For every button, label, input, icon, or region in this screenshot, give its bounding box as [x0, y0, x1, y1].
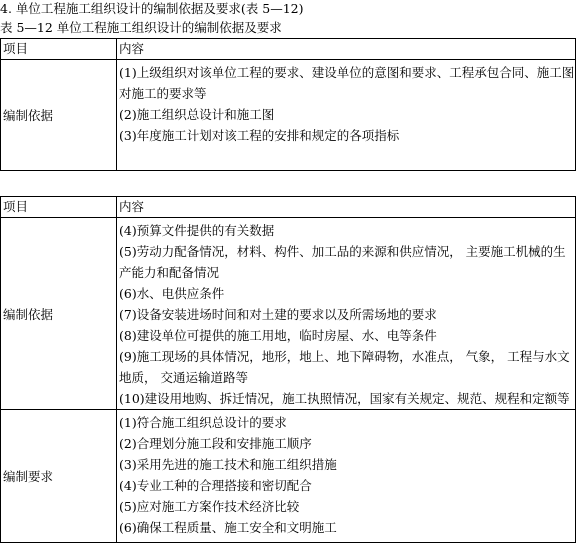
list-item: (3)采用先进的施工技术和施工组织措施: [119, 457, 337, 472]
table-row: [1, 218, 576, 410]
table-row: [1, 410, 576, 543]
row-content: [117, 60, 576, 171]
list-item: (6)确保工程质量、施工安全和文明施工: [119, 520, 337, 535]
list-item: (8)建设单位可提供的施工用地，临时房屋、水、电等条件: [119, 328, 437, 343]
table-caption: 表 5—12 单位工程施工组织设计的编制依据及要求: [0, 20, 282, 35]
list-item: (3)年度施工计划对该工程的安排和规定的各项指标: [119, 128, 400, 143]
table-header-row: [1, 39, 576, 60]
list-item: (1)符合施工组织总设计的要求: [119, 415, 287, 430]
table-header-row: [1, 197, 576, 218]
list-item: (1)上级组织对该单位工程的要求、建设单位的意图和要求、工程承包合同、施工图对施工的要求等: [119, 65, 575, 101]
header-item: 项目: [1, 39, 117, 60]
list-item: (10)建设用地购、拆迁情况，施工执照情况，国家有关规定、规范、规程和定额等: [119, 391, 570, 406]
section-heading: 4. 单位工程施工组织设计的编制依据及要求(表 5—12): [0, 1, 304, 16]
list-item: (2)合理划分施工段和安排施工顺序: [119, 436, 312, 451]
table-row: [1, 60, 576, 171]
table-part-1: [0, 38, 576, 171]
list-item: (6)水、电供应条件: [119, 286, 225, 301]
header-item: 项目: [1, 197, 117, 218]
row-label-requirements: 编制要求: [1, 410, 117, 543]
row-label-basis: 编制依据: [1, 218, 117, 410]
list-item: (7)设备安装进场时间和对土建的要求以及所需场地的要求: [119, 307, 437, 322]
header-content: 内容: [117, 197, 576, 218]
list-item: (9)施工现场的具体情况，地形，地上、地下障碍物，水准点， 气象， 工程与水文地质， 交通运输道路等: [119, 349, 570, 385]
table-part-2: [0, 196, 576, 543]
header-content: 内容: [117, 39, 576, 60]
row-label-basis: 编制依据: [1, 60, 117, 171]
list-item: (2)施工组织总设计和施工图: [119, 107, 275, 122]
list-item: (5)应对施工方案作技术经济比较: [119, 499, 300, 514]
row-content: [117, 218, 576, 410]
list-item: (4)预算文件提供的有关数据: [119, 223, 275, 238]
list-item: (5)劳动力配备情况，材料、构件、加工品的来源和供应情况， 主要施工机械的生产能力和配备情况: [119, 244, 566, 280]
list-item: (4)专业工种的合理搭接和密切配合: [119, 478, 312, 493]
row-content: [117, 410, 576, 543]
